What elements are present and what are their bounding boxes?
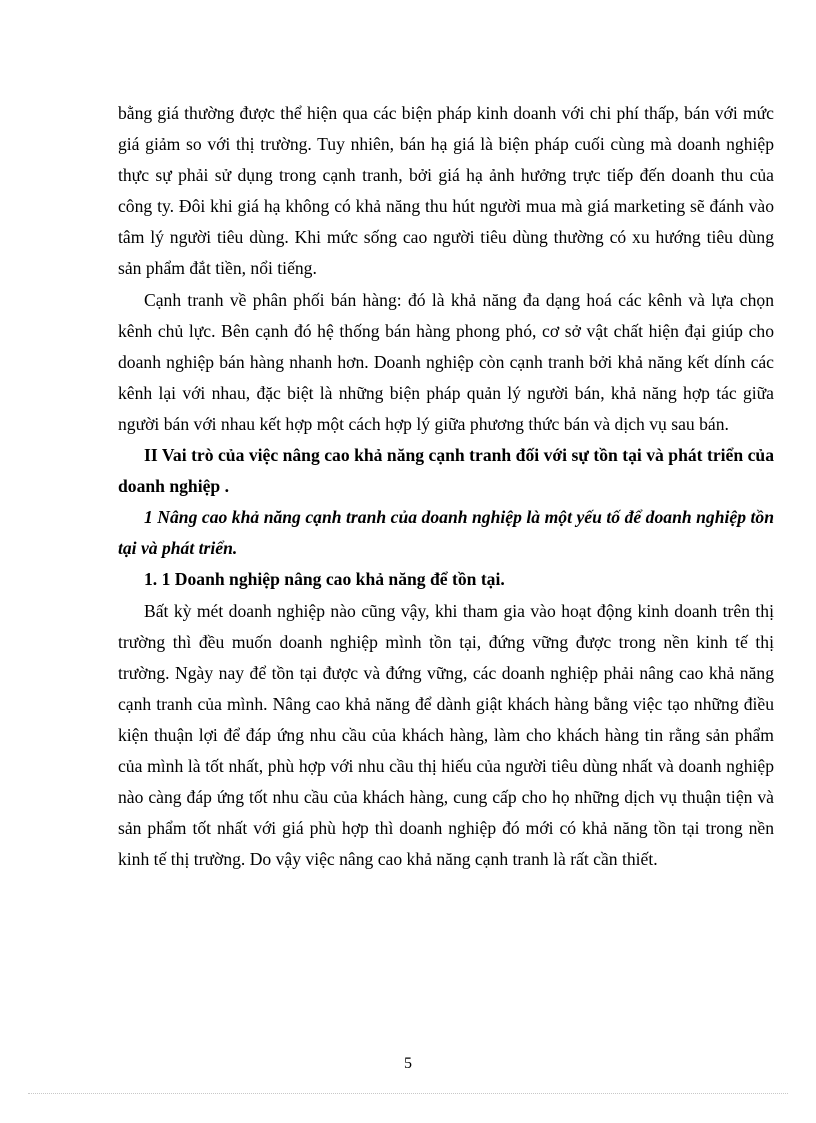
paragraph-survival: Bất kỳ mét doanh nghiệp nào cũng vậy, khi tham gia vào hoạt động kinh doanh trên thị trường thì đều muốn doanh nghiệp mình tồn tại, đứng vững được trong nền kinh tế thị trường. Ngày nay để tồn tại được và đứng vững, các doanh nghiệp phải nâng cao khả năng cạnh tranh của mình. Nâng cao khả năng để dành giật khách hàng bằng việc tạo những điều kiện thuận lợi để đáp ứng nhu cầu của khách hàng, làm cho khách hàng tin rằng sản phẩm của mình là tốt nhất, phù hợp với nhu cầu thị hiếu của người tiêu dùng nhất và doanh nghiệp nào càng đáp ứng tốt nhu cầu của khách hàng, cung cấp cho họ những dịch vụ thuận tiện và sản phẩm tốt nhất với giá phù hợp thì doanh nghiệp đó mới có khả năng tồn tại trong nền kinh tế thị trường. Do vậy việc nâng cao khả năng cạnh tranh là rất cần thiết. xyxy=(118,600,774,870)
subsection-heading-1: 1 Nâng cao khả năng cạnh tranh của doanh nghiệp là một yếu tố để doanh nghiệp tồn tại và phát triển. xyxy=(118,507,774,559)
document-body xyxy=(118,98,774,875)
section-heading-ii: II Vai trò của việc nâng cao khả năng cạnh tranh đối với sự tồn tại và phát triển của doanh nghiệp . xyxy=(118,445,774,497)
footer-divider xyxy=(28,1093,788,1094)
paragraph-distribution-competition: Cạnh tranh về phân phối bán hàng: đó là khả năng đa dạng hoá các kênh và lựa chọn kênh chủ lực. Bên cạnh đó hệ thống bán hàng phong phó, cơ sở vật chất hiện đại giúp cho doanh nghiệp bán hàng nhanh hơn. Doanh nghiệp còn cạnh tranh bởi khả năng kết dính các kênh lại với nhau, đặc biệt là những biện pháp quản lý người bán, khả năng hợp tác giữa người bán với nhau kết hợp một cách hợp lý giữa phương thức bán và dịch vụ sau bán. xyxy=(118,289,774,434)
paragraph-price-competition-continued: bằng giá thường được thể hiện qua các biện pháp kinh doanh với chi phí thấp, bán với mức giá giảm so với thị trường. Tuy nhiên, bán hạ giá là biện pháp cuối cùng mà doanh nghiệp thực sự phải sử dụng trong cạnh tranh, bởi giá hạ ảnh hưởng trực tiếp đến doanh thu của công ty. Đôi khi giá hạ không có khả năng thu hút người mua mà giá marketing sẽ đánh vào tâm lý người tiêu dùng. Khi mức sống cao người tiêu dùng thường có xu hướng tiêu dùng sản phẩm đắt tiền, nổi tiếng. xyxy=(118,103,774,279)
subsection-heading-1-1: 1. 1 Doanh nghiệp nâng cao khả năng để tồn tại. xyxy=(144,569,505,590)
page-number: 5 xyxy=(404,1055,412,1072)
